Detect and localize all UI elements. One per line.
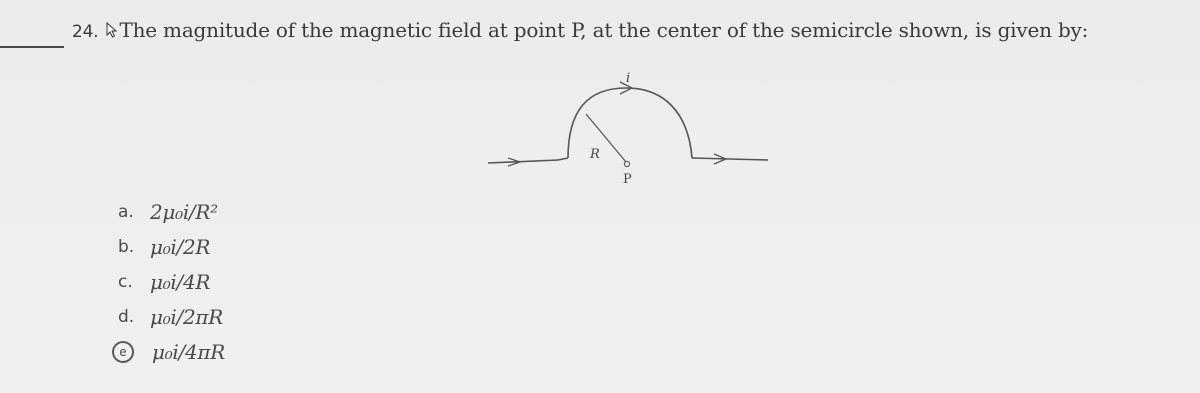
current-label: i [626, 71, 631, 86]
option-b-letter: b. [118, 236, 135, 257]
left-wire [488, 160, 558, 163]
option-e-circled-letter: e [112, 341, 134, 363]
option-d[interactable] [118, 299, 225, 334]
option-b-text: μ₀i/2R [150, 234, 211, 259]
semicircle-wire-diagram [486, 70, 776, 190]
option-b[interactable] [118, 229, 225, 264]
cursor-icon [106, 22, 118, 38]
question-text [72, 18, 1088, 42]
option-e-text: μ₀i/4πR [152, 339, 225, 364]
point-label: P [623, 172, 632, 187]
option-a[interactable] [118, 194, 225, 229]
option-c-text: μ₀i/4R [150, 269, 211, 294]
semicircle-arc [568, 88, 692, 158]
question-body: The magnitude of the magnetic field at point P, at the center of the semicircle shown, is given by: [119, 18, 1089, 42]
point-p-dot [624, 161, 629, 166]
option-a-text: 2μ₀i/R² [150, 199, 218, 224]
option-c[interactable] [118, 264, 225, 299]
option-c-letter: c. [118, 271, 133, 292]
answer-blank-line [0, 46, 64, 48]
option-d-letter: d. [118, 306, 135, 327]
option-e[interactable] [118, 334, 225, 369]
right-wire [692, 158, 768, 160]
option-a-letter: a. [118, 201, 134, 222]
question-number: 24. [72, 22, 99, 42]
option-d-text: μ₀i/2πR [150, 304, 223, 329]
answer-options [118, 194, 225, 369]
radius-label: R [590, 147, 600, 162]
left-wire-segment [558, 158, 568, 160]
